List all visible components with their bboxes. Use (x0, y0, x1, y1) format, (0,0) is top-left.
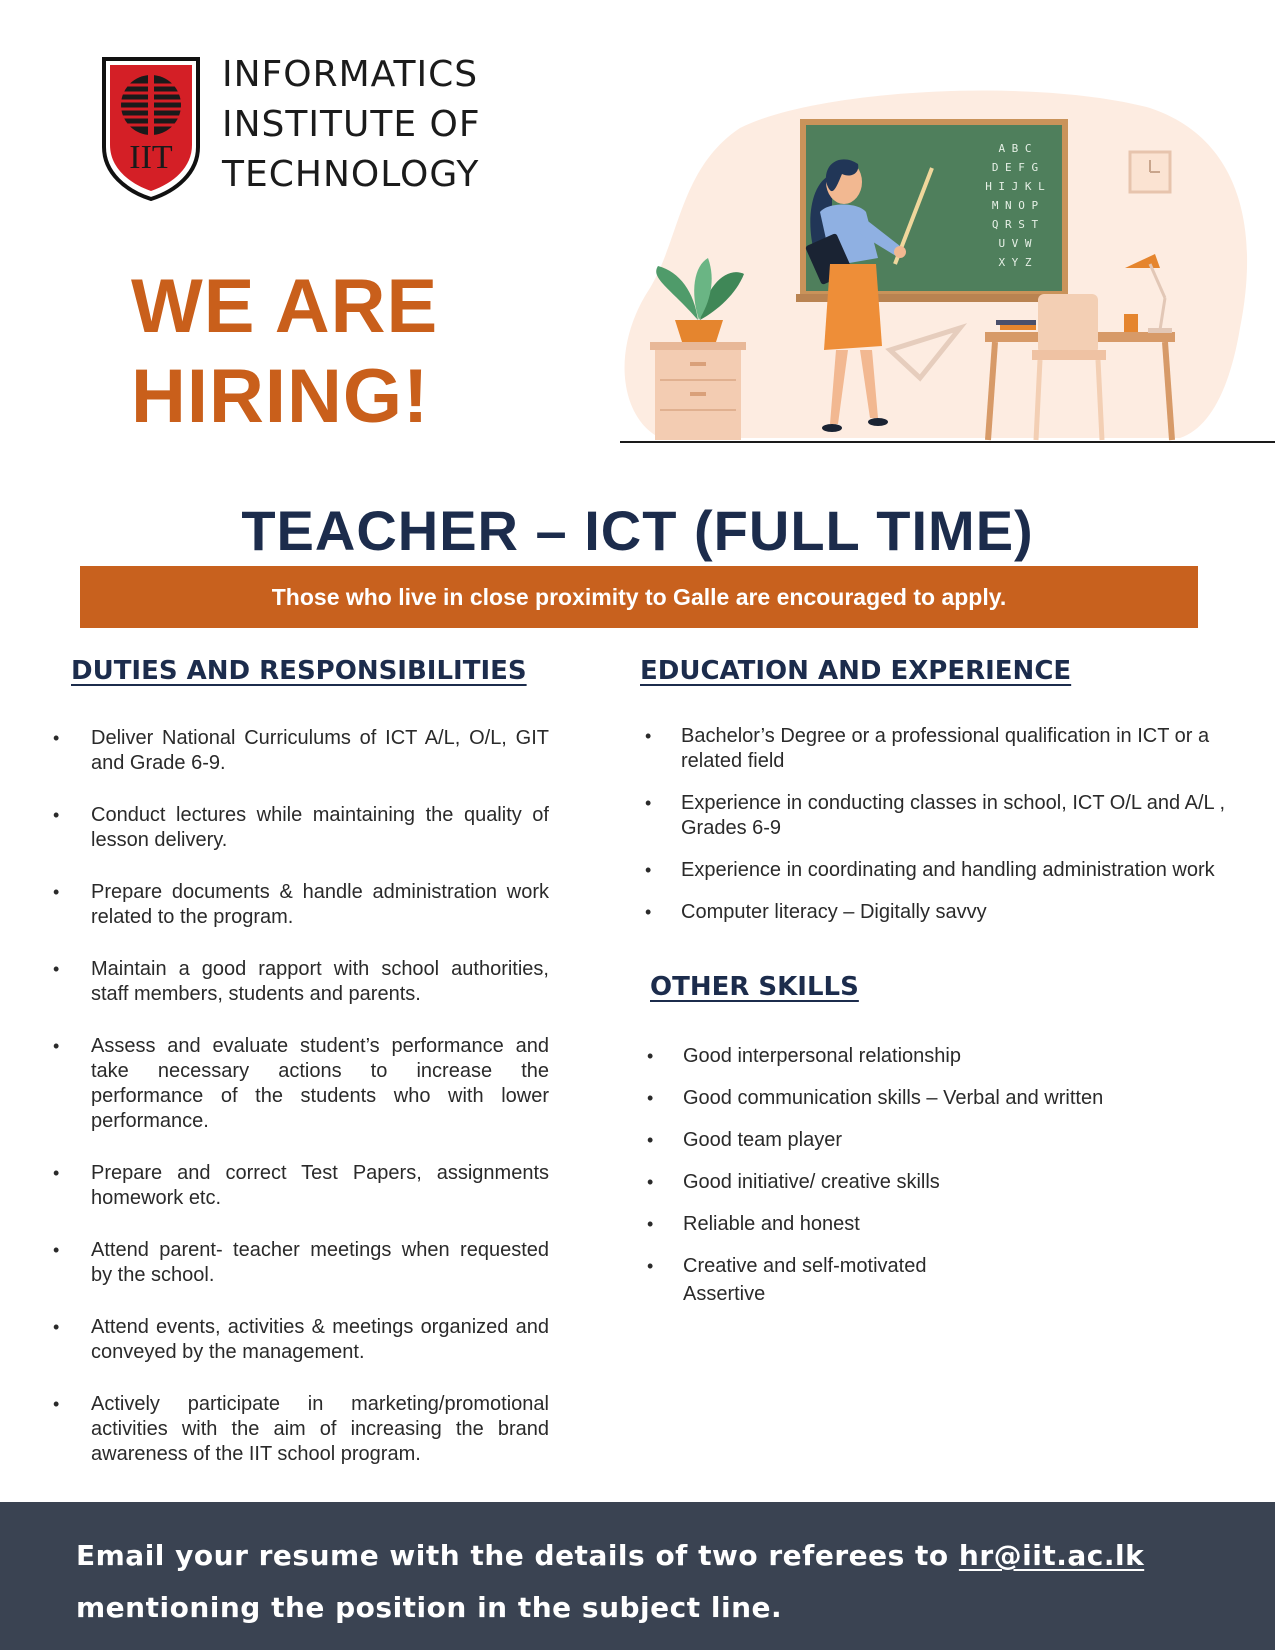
board-letters: U V W (998, 237, 1032, 250)
logo-text: IIT (129, 139, 173, 176)
duties-list (91, 726, 549, 1494)
list-item: • Attend events, activities & meetings organized and conveyed by the management. (91, 1315, 549, 1365)
education-list (681, 724, 1261, 942)
headline-line: WE ARE (131, 264, 439, 349)
skills-list (683, 1044, 1243, 1324)
list-item: • Experience in conducting classes in school, ICT O/L and A/L , Grades 6-9 (681, 791, 1261, 841)
board-letters: A B C (998, 142, 1032, 155)
list-item: • Good team player (683, 1128, 1243, 1153)
list-item: • Reliable and honest (683, 1212, 1243, 1237)
list-item: • Good initiative/ creative skills (683, 1170, 1243, 1195)
list-item: • Assess and evaluate student’s performance and take necessary actions to increase the performance of the students who with lower performance. (91, 1034, 549, 1134)
footer-text (76, 1530, 1256, 1634)
board-letters: M N O P (991, 199, 1039, 212)
list-item: • Prepare and correct Test Papers, assignments homework etc. (91, 1161, 549, 1211)
duties-heading: DUTIES AND RESPONSIBILITIES (71, 656, 527, 686)
list-item-continuation: Assertive (683, 1283, 766, 1305)
iit-logo-icon (100, 55, 202, 201)
location-banner: Those who live in close proximity to Galle are encouraged to apply. (80, 566, 1198, 628)
org-name (222, 50, 481, 200)
job-title: TEACHER – ICT (FULL TIME) (241, 499, 1034, 562)
list-item: • Attend parent- teacher meetings when requested by the school. (91, 1238, 549, 1288)
education-heading: EDUCATION AND EXPERIENCE (640, 656, 1072, 686)
list-item: • Prepare documents & handle administration work related to the program. (91, 880, 549, 930)
board-letters: X Y Z (998, 256, 1032, 269)
headline-line: HIRING! (131, 354, 430, 439)
list-item (683, 1254, 1243, 1307)
email-link[interactable]: hr@iit.ac.lk (958, 1539, 1145, 1572)
skills-heading: OTHER SKILLS (650, 972, 859, 1002)
list-item: • Conduct lectures while maintaining the quality of lesson delivery. (91, 803, 549, 853)
footer-text-before: Email your resume with the details of two referees to (76, 1539, 959, 1572)
list-item-text: Creative and self-motivated (683, 1255, 927, 1277)
hiring-headline (131, 262, 438, 442)
board-letters: Q R S T (991, 218, 1039, 231)
list-item: • Good interpersonal relationship (683, 1044, 1243, 1069)
teacher-illustration (620, 88, 1275, 470)
wall-clock-icon (1130, 152, 1170, 192)
list-item: • Computer literacy – Digitally savvy (681, 900, 1261, 925)
list-item: • Bachelor’s Degree or a professional qualification in ICT or a related field (681, 724, 1261, 774)
list-item: • Actively participate in marketing/promotional activities with the aim of increasing the brand awareness of the IIT school program. (91, 1392, 549, 1467)
footer-text-after: mentioning the position in the subject line. (76, 1591, 783, 1624)
list-item: • Good communication skills – Verbal and written (683, 1086, 1243, 1111)
board-letters: H I J K L (985, 180, 1045, 193)
cabinet (650, 342, 746, 440)
org-name-line: TECHNOLOGY (222, 154, 480, 195)
org-name-line: INFORMATICS (222, 54, 479, 95)
list-item: • Experience in coordinating and handling administration work (681, 858, 1261, 883)
board-letters: D E F G (991, 161, 1039, 174)
list-item: • Deliver National Curriculums of ICT A/L, O/L, GIT and Grade 6-9. (91, 726, 549, 776)
org-name-line: INSTITUTE OF (222, 104, 481, 145)
list-item: • Maintain a good rapport with school authorities, staff members, students and parents. (91, 957, 549, 1007)
